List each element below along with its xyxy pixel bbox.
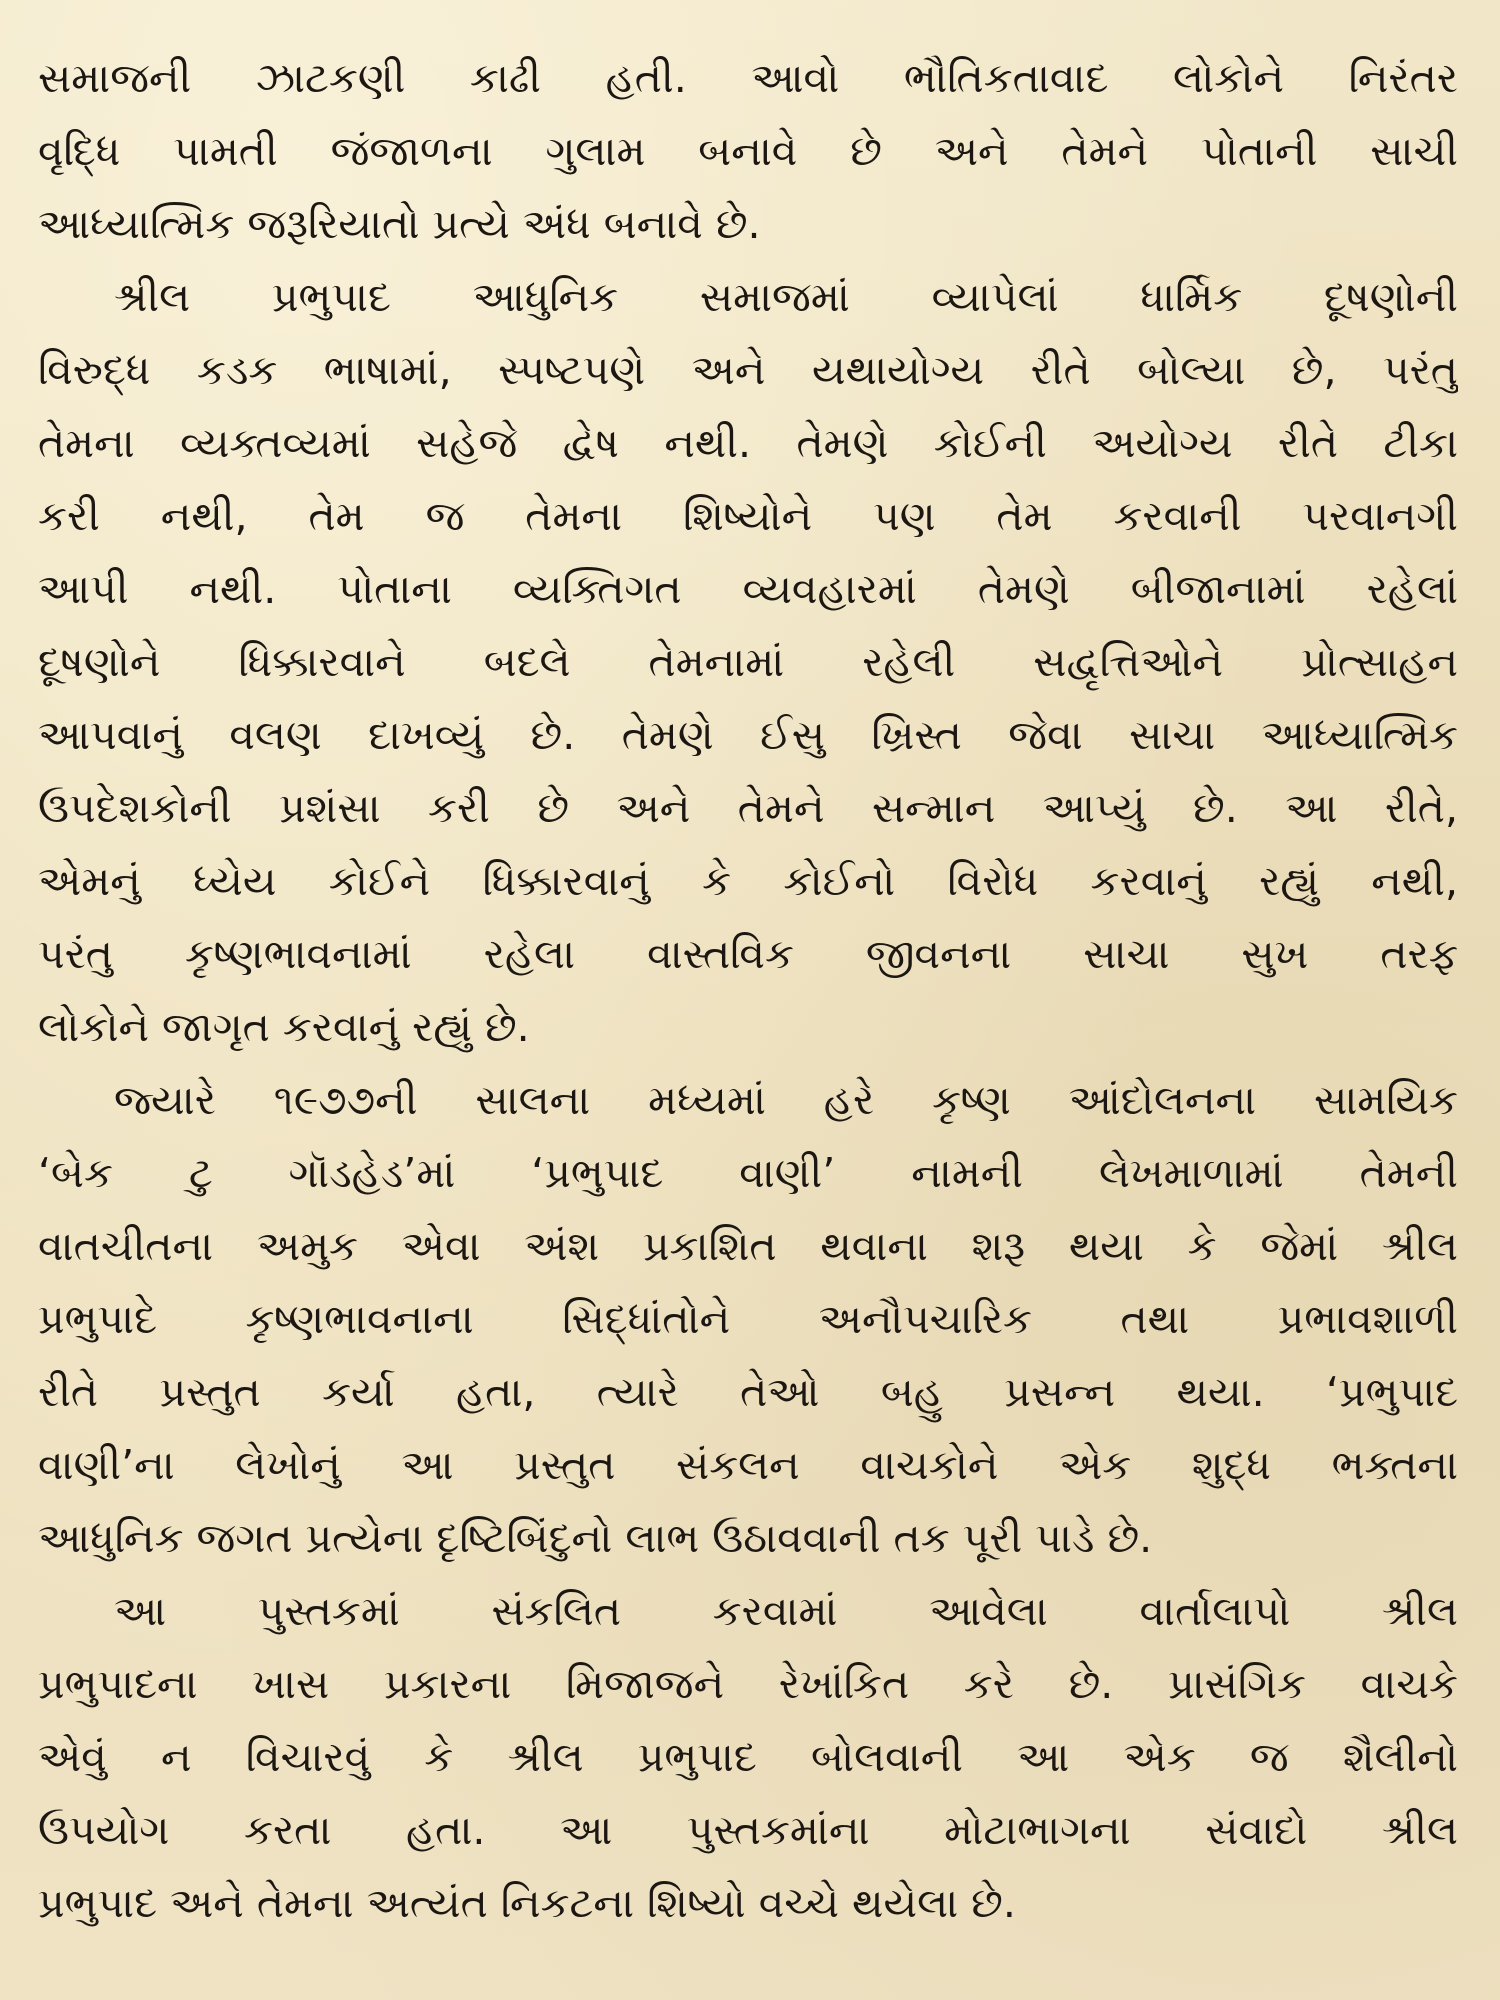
text-line: વાણી’ના લેખોનું આ પ્રસ્તુત સંકલન વાચકોને એક શુદ્ધ ભક્તના xyxy=(38,1441,1458,1489)
text-line: તેમના વ્યક્તવ્યમાં સહેજે દ્વેષ નથી. તેમણે કોઈની અયોગ્ય રીતે ટીકા xyxy=(38,419,1458,467)
text-line: ઉપદેશકોની પ્રશંસા કરી છે અને તેમને સન્માન આપ્યું છે. આ રીતે, xyxy=(38,784,1458,832)
text-line: રીતે પ્રસ્તુત કર્યા હતા, ત્યારે તેઓ બહુ પ્રસન્ન થયા. ‘પ્રભુપાદ xyxy=(38,1368,1458,1416)
text-line: શ્રીલ પ્રભુપાદ આધુનિક સમાજમાં વ્યાપેલાં ધાર્મિક દૂષણોની xyxy=(114,273,1458,321)
text-line: પ્રભુપાદના ખાસ પ્રકારના મિજાજને રેખાંકિત કરે છે. પ્રાસંગિક વાચકે xyxy=(38,1660,1458,1708)
text-line: આધ્યાત્મિક જરૂરિયાતો પ્રત્યે અંધ બનાવે છે. xyxy=(38,200,761,248)
text-line: એમનું ધ્યેય કોઈને ધિક્કારવાનું કે કોઈનો વિરોધ કરવાનું રહ્યું નથી, xyxy=(38,857,1458,905)
text-line: વિરુદ્ધ કડક ભાષામાં, સ્પષ્ટપણે અને યથાયોગ્ય રીતે બોલ્યા છે, પરંતુ xyxy=(38,346,1458,394)
text-line: સમાજની ઝાટકણી કાઢી હતી. આવો ભૌતિકતાવાદ લોકોને નિરંતર xyxy=(38,54,1458,102)
text-line: એવું ન વિચારવું કે શ્રીલ પ્રભુપાદ બોલવાની આ એક જ શૈલીનો xyxy=(38,1733,1458,1781)
text-line: પરંતુ કૃષ્ણભાવનામાં રહેલા વાસ્તવિક જીવનના સાચા સુખ તરફ xyxy=(38,930,1458,978)
text-line: ઉપયોગ કરતા હતા. આ પુસ્તકમાંના મોટાભાગના સંવાદો શ્રીલ xyxy=(38,1806,1458,1854)
text-line: લોકોને જાગૃત કરવાનું રહ્યું છે. xyxy=(38,1003,530,1051)
text-line: આપવાનું વલણ દાખવ્યું છે. તેમણે ઈસુ ખ્રિસ્ત જેવા સાચા આધ્યાત્મિક xyxy=(38,711,1458,759)
text-line: આપી નથી. પોતાના વ્યક્તિગત વ્યવહારમાં તેમણે બીજાનામાં રહેલાં xyxy=(38,565,1458,613)
text-line: દૂષણોને ધિક્કારવાને બદલે તેમનામાં રહેલી સદ્વૃત્તિઓને પ્રોત્સાહન xyxy=(38,638,1458,686)
paragraph-3 xyxy=(38,1064,1458,1575)
text-line: કરી નથી, તેમ જ તેમના શિષ્યોને પણ તેમ કરવાની પરવાનગી xyxy=(38,492,1458,540)
page-text-body xyxy=(38,42,1458,1940)
paragraph-1 xyxy=(38,42,1458,261)
text-line: આ પુસ્તકમાં સંકલિત કરવામાં આવેલા વાર્તાલાપો શ્રીલ xyxy=(114,1587,1458,1635)
text-line: ‘બેક ટુ ગૉડહેડ’માં ‘પ્રભુપાદ વાણી’ નામની લેખમાળામાં તેમની xyxy=(38,1149,1458,1197)
text-line: આધુનિક જગત પ્રત્યેના દૃષ્ટિબિંદુનો લાભ ઉઠાવવાની તક પૂરી પાડે છે. xyxy=(38,1514,1153,1562)
paragraph-2 xyxy=(38,261,1458,1064)
paragraph-4 xyxy=(38,1575,1458,1940)
text-line: પ્રભુપાદે કૃષ્ણભાવનાના સિદ્ધાંતોને અનૌપચારિક તથા પ્રભાવશાળી xyxy=(38,1295,1458,1343)
text-line: વાતચીતના અમુક એવા અંશ પ્રકાશિત થવાના શરૂ થયા કે જેમાં શ્રીલ xyxy=(38,1222,1458,1270)
text-line: જ્યારે ૧૯૭૭ની સાલના મધ્યમાં હરે કૃષ્ણ આંદોલનના સામયિક xyxy=(114,1076,1458,1124)
text-line: પ્રભુપાદ અને તેમના અત્યંત નિકટના શિષ્યો વચ્ચે થયેલા છે. xyxy=(38,1879,1016,1927)
text-line: વૃદ્ધિ પામતી જંજાળના ગુલામ બનાવે છે અને તેમને પોતાની સાચી xyxy=(38,127,1458,175)
